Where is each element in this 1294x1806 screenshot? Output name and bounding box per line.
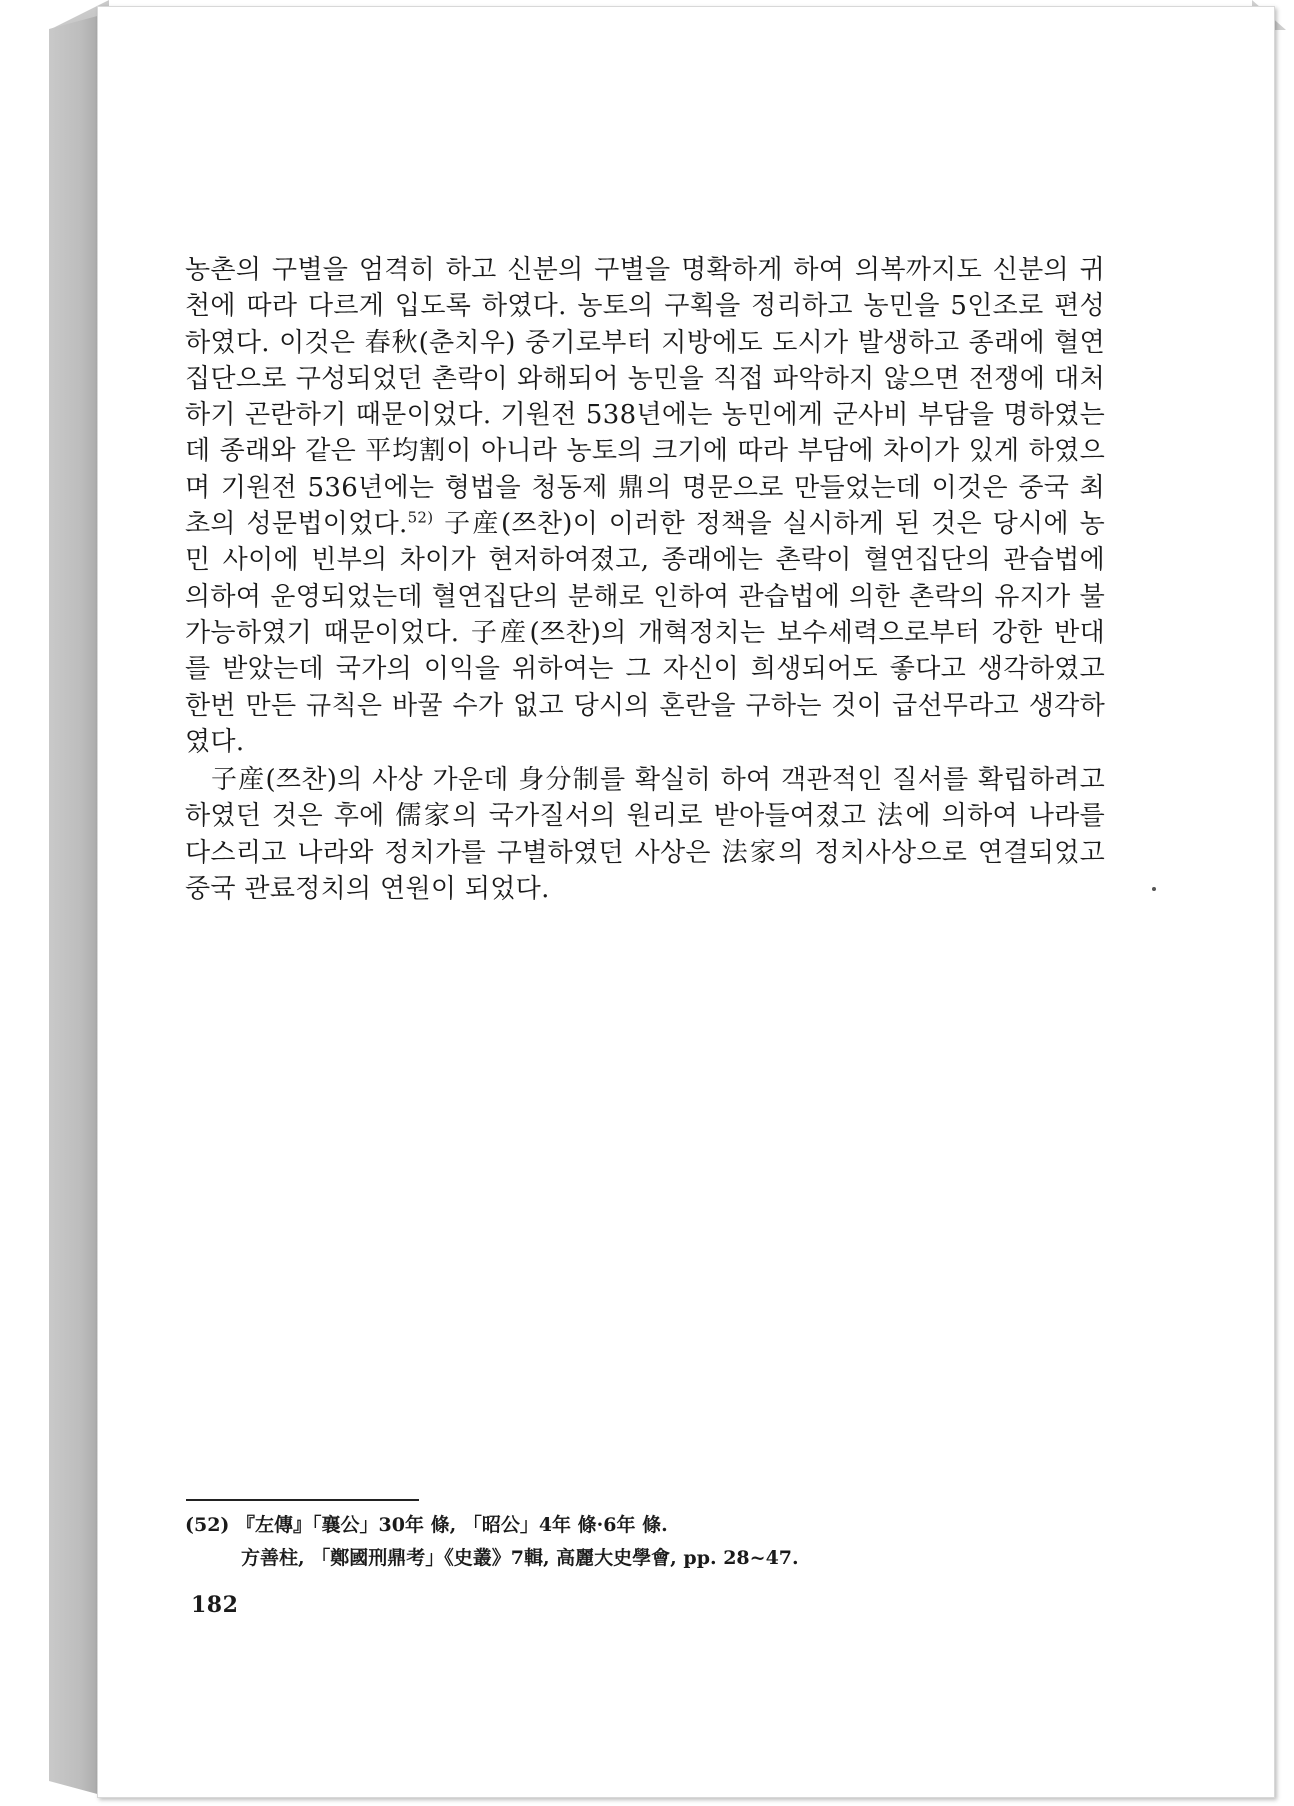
page-number: 182: [191, 1592, 239, 1618]
footnotes: [185, 1509, 1085, 1575]
book-edge: [49, 15, 101, 1795]
paragraph-1-text: 농촌의 구별을 엄격히 하고 신분의 구별을 명확하게 하여 의복까지도 신분의 귀천에 따라 다르게 입도록 하였다. 농토의 구획을 정리하고 농민을 5인조로 편성하였다. 이것은 春秋(춘치우) 중기로부터 지방에도 도시가 발생하고 종래에 혈연집단으로 구성되었던 촌락이 와해되어 농민을 직접 파악하지 않으면 전쟁에 대처하기 곤란하기 때문이었다. 기원전 538년에는 농민에게 군사비 부담을 명하였는데 종래와 같은 平均割이 아니라 농토의 크기에 따라 부담에 차이가 있게 하였으며 기원전 536년에는 형법을 청동제 鼎의 명문으로 만들었는데 이것은 중국 최초의 성문법이었다.: [185, 255, 1105, 540]
body-text: [185, 252, 1105, 907]
footnote-line-1: (52) 『左傳』「襄公」30年 條, 「昭公」4年 條·6年 條.: [185, 1514, 668, 1536]
paragraph-3: 子産(쯔찬)의 사상 가운데 身分制를 확실히 하여 객관적인 질서를 확립하려고 하였던 것은 후에 儒家의 국가질서의 원리로 받아들여졌고 法에 의하여 나라를 다스리고 나라와 정치가를 구별하였던 사상은 法家의 정치사상으로 연결되었고 중국 관료정치의 연원이 되었다.: [185, 765, 1105, 905]
footnote-ref: 52): [407, 508, 434, 527]
footnote-divider: [186, 1499, 419, 1501]
paragraph-2-text: 子産(쯔찬)이 이러한 정책을 실시하게 된 것은 당시에 농민 사이에 빈부의 차이가 현저하여졌고, 종래에는 촌락이 혈연집단의 관습법에 의하여 운영되었는데 혈연집단의 분해로 인하여 관습법에 의한 촌락의 유지가 불가능하였기 때문이었다. 子産(쯔찬)의 개혁정치는 보수세력으로부터 강한 반대를 받았는데 국가의 이익을 위하여는 그 자신이 희생되어도 좋다고 생각하였고 한번 만든 규칙은 바꿀 수가 없고 당시의 혼란을 구하는 것이 급선무라고 생각하였다.: [185, 509, 1105, 757]
paragraph-1: [185, 252, 1105, 760]
footnote-line-2: 方善柱, 「鄭國刑鼎考」《史叢》7輯, 高麗大史學會, pp. 28~47.: [241, 1547, 799, 1569]
scan-speck: [1152, 887, 1156, 891]
